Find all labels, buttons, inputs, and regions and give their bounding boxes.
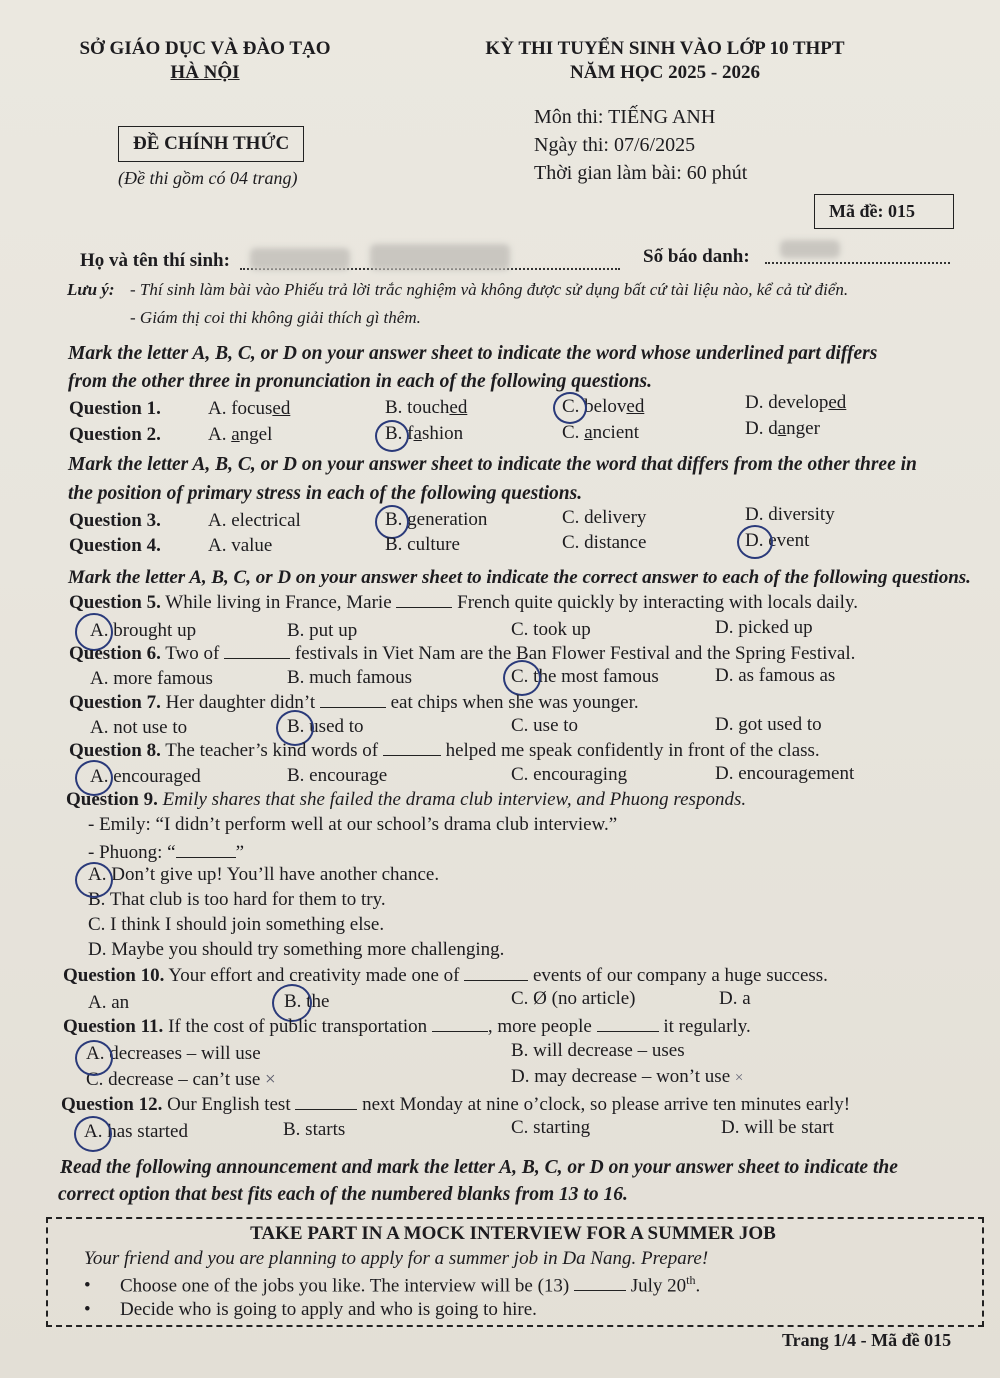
q10-option-d[interactable]: D. a (719, 988, 751, 1009)
q11-option-d[interactable]: D. may decrease – won’t use × (511, 1066, 744, 1087)
answer-circle-q2 (375, 420, 409, 452)
q8-option-a[interactable]: A. encouraged (90, 766, 201, 787)
answer-circle-q12 (74, 1116, 112, 1152)
q8-option-d[interactable]: D. encouragement (715, 763, 855, 784)
question-4-label: Question 4. (69, 535, 161, 556)
q4-option-b[interactable]: B. culture (385, 534, 460, 555)
q6-option-a[interactable]: A. more famous (90, 668, 213, 689)
note-line-1: - Thí sinh làm bài vào Phiếu trả lời trắc nghiệm và không được sử dụng bất cứ tài liệu nào, kể cả từ điển. (130, 280, 849, 299)
q7-option-d[interactable]: D. got used to (715, 714, 822, 735)
question-8: Question 8. The teacher’s kind words of helped me speak confidently in front of the class. (69, 740, 820, 761)
exam-duration: Thời gian làm bài: 60 phút (534, 162, 748, 184)
official-label: ĐỀ CHÍNH THỨC (118, 126, 304, 162)
city-name: HÀ NỘI (170, 62, 240, 83)
question-2-label: Question 2. (69, 424, 161, 445)
q8-option-c[interactable]: C. encouraging (511, 764, 628, 785)
subject-line: Môn thi: TIẾNG ANH (534, 106, 716, 128)
pronunciation-instruction-2: from the other three in pronunciation in each of the following questions. (68, 371, 653, 392)
cross-mark: × (265, 1069, 276, 1090)
q3-option-a[interactable]: A. electrical (208, 510, 301, 531)
q6-option-d[interactable]: D. as famous as (715, 665, 836, 686)
exam-date: Ngày thi: 07/6/2025 (534, 134, 696, 156)
announcement-subtitle: Your friend and you are planning to apply for a summer job in Da Nang. Prepare! (84, 1248, 709, 1269)
question-12: Question 12. Our English test next Monday at nine o’clock, so please arrive ten minutes early! (61, 1094, 851, 1115)
q9-option-b[interactable]: B. That club is too hard for them to try. (88, 889, 386, 910)
answer-circle-q4 (737, 525, 773, 559)
pages-note: (Đề thi gồm có 04 trang) (118, 168, 298, 188)
question-11: Question 11. If the cost of public transportation , more people it regularly. (63, 1016, 751, 1037)
q3-option-b[interactable]: B. generation (385, 509, 488, 530)
school-year: NĂM HỌC 2025 - 2026 (570, 62, 760, 83)
question-9: Question 9. Emily shares that she failed the drama club interview, and Phuong responds. (66, 789, 747, 810)
cross-mark: × (734, 1070, 744, 1086)
q2-option-c[interactable]: C. ancient (562, 422, 640, 443)
exam-title: KỲ THI TUYỂN SINH VÀO LỚP 10 THPT (485, 38, 845, 59)
q3-option-c[interactable]: C. delivery (562, 507, 647, 528)
redacted-name (250, 248, 350, 270)
q2-option-b[interactable]: B. fashion (385, 423, 464, 444)
q8-option-b[interactable]: B. encourage (287, 765, 388, 786)
q7-option-a[interactable]: A. not use to (90, 717, 188, 738)
student-id-label: Số báo danh: (643, 246, 750, 267)
q5-option-c[interactable]: C. took up (511, 619, 591, 640)
q10-option-a[interactable]: A. an (88, 992, 130, 1013)
q12-option-d[interactable]: D. will be start (721, 1117, 834, 1138)
q9-option-a[interactable]: A. Don’t give up! You’ll have another chance. (88, 864, 440, 885)
page-footer: Trang 1/4 - Mã đề 015 (782, 1330, 952, 1350)
redacted-name-2 (370, 244, 510, 270)
q11-option-a[interactable]: A. decreases – will use (86, 1043, 261, 1064)
q5-option-a[interactable]: A. brought up (90, 620, 197, 641)
announcement-bullet-2: • Decide who is going to apply and who is going to hire. (84, 1299, 537, 1320)
exam-code: Mã đề: 015 (814, 194, 954, 229)
question-5: Question 5. While living in France, Marie French quite quickly by interacting with locals daily. (69, 592, 858, 613)
answer-circle-q1 (553, 392, 587, 424)
announcement-title: TAKE PART IN A MOCK INTERVIEW FOR A SUMMER JOB (250, 1223, 776, 1244)
reading-instruction-1: Read the following announcement and mark the letter A, B, C, or D on your answer sheet to indicate the (60, 1157, 898, 1178)
answer-circle-q9 (75, 862, 113, 898)
q10-option-c[interactable]: C. Ø (no article) (511, 988, 636, 1009)
student-name-label: Họ và tên thí sinh: (80, 250, 230, 271)
student-id-field[interactable] (765, 262, 950, 264)
answer-circle-q6 (503, 660, 541, 696)
question-1-label: Question 1. (69, 398, 161, 419)
q7-option-b[interactable]: B. used to (287, 716, 364, 737)
question-3-label: Question 3. (69, 510, 161, 531)
question-6: Question 6. Two of festivals in Viet Nam are the Ban Flower Festival and the Spring Festival. (69, 643, 856, 664)
q2-option-d[interactable]: D. danger (745, 418, 820, 439)
q10-option-b[interactable]: B. the (284, 991, 330, 1012)
question-10: Question 10. Your effort and creativity made one of events of our company a huge success. (63, 965, 828, 986)
q1-option-c[interactable]: C. beloved (562, 396, 645, 417)
q12-option-c[interactable]: C. starting (511, 1117, 591, 1138)
q1-option-a[interactable]: A. focused (208, 398, 291, 419)
q1-option-b[interactable]: B. touched (385, 397, 468, 418)
note-title: Lưu ý: (67, 280, 115, 299)
q9-option-d[interactable]: D. Maybe you should try something more challenging. (88, 939, 505, 960)
stress-instruction-2: the position of primary stress in each of the following questions. (68, 483, 583, 504)
q11-option-b[interactable]: B. will decrease – uses (511, 1040, 685, 1061)
q5-option-d[interactable]: D. picked up (715, 617, 813, 638)
q9-emily-line: - Emily: “I didn’t perform well at our school’s drama club interview.” (88, 814, 618, 835)
note-line-2: - Giám thị coi thi không giải thích gì thêm. (130, 308, 421, 327)
q2-option-a[interactable]: A. angel (208, 424, 273, 445)
q6-option-c[interactable]: C. the most famous (511, 666, 659, 687)
q9-option-c[interactable]: C. I think I should join something else. (88, 914, 385, 935)
q3-option-d[interactable]: D. diversity (745, 504, 835, 525)
pronunciation-instruction-1: Mark the letter A, B, C, or D on your answer sheet to indicate the word whose underlined part differs (68, 343, 878, 364)
stress-instruction-1: Mark the letter A, B, C, or D on your answer sheet to indicate the word that differs from the other three in (68, 454, 917, 475)
q5-option-b[interactable]: B. put up (287, 620, 358, 641)
reading-instruction-2: correct option that best fits each of the numbered blanks from 13 to 16. (58, 1184, 628, 1205)
q4-option-c[interactable]: C. distance (562, 532, 647, 553)
question-7: Question 7. Her daughter didn’t eat chips when she was younger. (69, 692, 639, 713)
q11-option-c[interactable]: C. decrease – can’t use × (86, 1069, 276, 1090)
q1-option-d[interactable]: D. developed (745, 392, 847, 413)
q7-option-c[interactable]: C. use to (511, 715, 579, 736)
department-name: SỞ GIÁO DỤC VÀ ĐÀO TẠO (79, 38, 331, 59)
q4-option-a[interactable]: A. value (208, 535, 273, 556)
q9-phuong-line: - Phuong: “ ” (88, 842, 245, 863)
q12-option-b[interactable]: B. starts (283, 1119, 346, 1140)
announcement-bullet-1: • Choose one of the jobs you like. The interview will be (13) July 20th. (84, 1273, 701, 1297)
q6-option-b[interactable]: B. much famous (287, 667, 413, 688)
q4-option-d[interactable]: D. event (745, 530, 810, 551)
correct-answer-instruction: Mark the letter A, B, C, or D on your answer sheet to indicate the correct answer to each of the following questions. (68, 567, 971, 588)
answer-circle-q11 (75, 1040, 113, 1076)
q12-option-a[interactable]: A. has started (84, 1121, 188, 1142)
redacted-id (780, 240, 840, 258)
